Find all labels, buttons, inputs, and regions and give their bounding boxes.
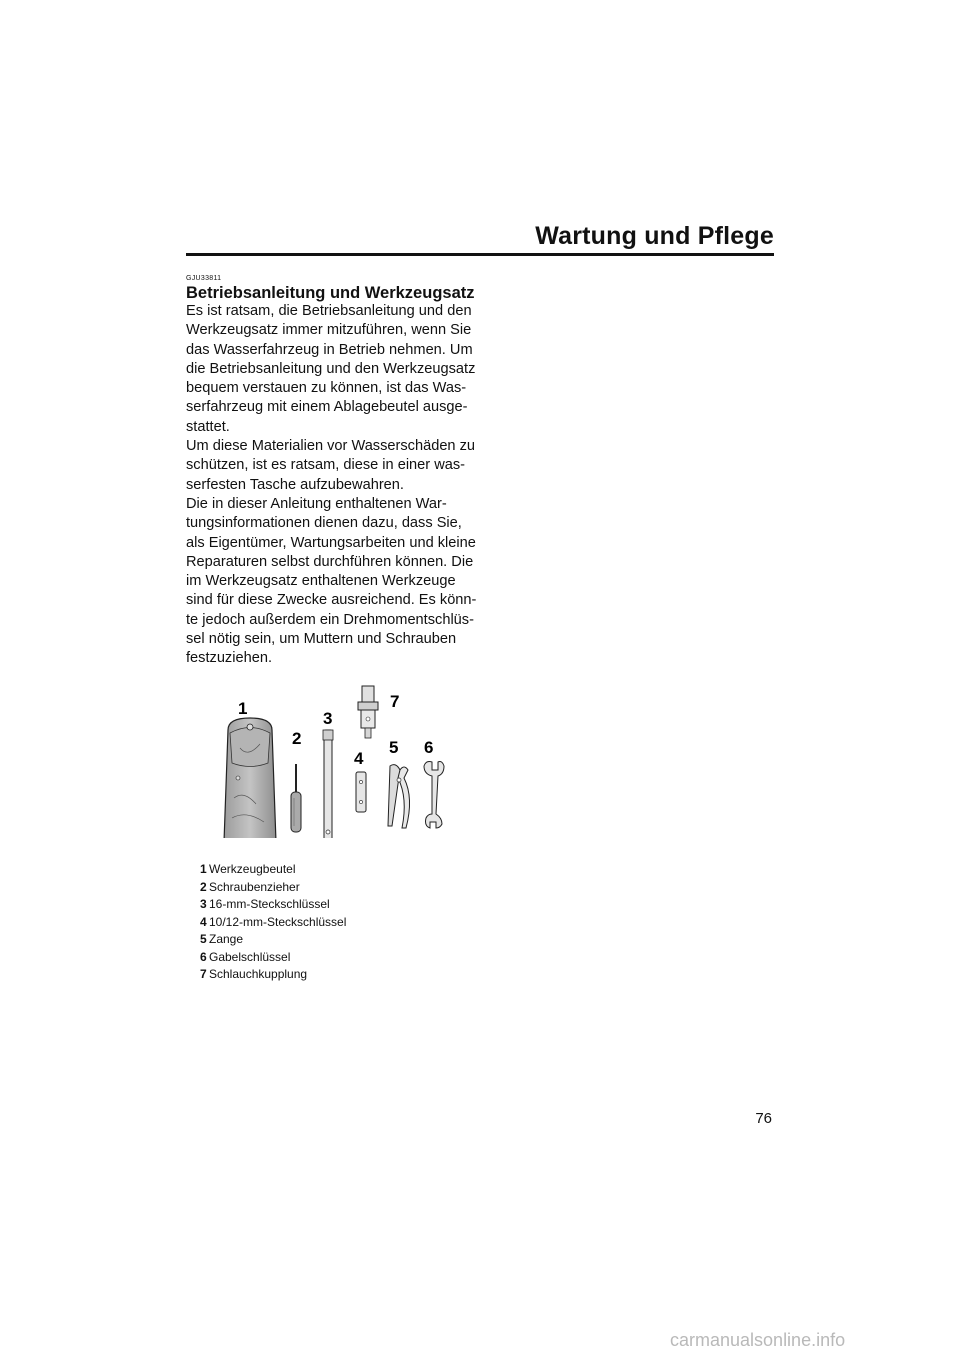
- callout-3: 3: [323, 709, 333, 728]
- legend-number: 2: [200, 879, 207, 894]
- socket-wrench-16mm-icon: [323, 730, 333, 838]
- socket-wrench-10-12mm-icon: [356, 772, 366, 812]
- text-line: bequem verstauen zu können, ist das Was-: [186, 380, 467, 397]
- text-line: Die in dieser Anleitung enthaltenen War-: [186, 495, 447, 512]
- page-header-title: Wartung und Pflege: [535, 222, 774, 250]
- text-line: te jedoch außerdem ein Drehmomentschlüs-: [186, 611, 474, 628]
- text-line: das Wasserfahrzeug in Betrieb nehmen. Um: [186, 341, 473, 358]
- text-line: die Betriebsanleitung und den Werkzeugsatz: [186, 360, 476, 377]
- body-text: [186, 302, 486, 669]
- paragraph-3: [186, 495, 486, 669]
- legend-item: [200, 966, 346, 984]
- text-line: schützen, ist es ratsam, diese in einer was-: [186, 457, 466, 474]
- paragraph-2: [186, 437, 486, 495]
- document-code: GJU33811: [186, 275, 222, 282]
- callout-6: 6: [424, 738, 434, 757]
- text-line: tungsinformationen dienen dazu, dass Sie,: [186, 515, 462, 532]
- legend-item: [200, 879, 346, 897]
- figure-legend: [200, 861, 346, 984]
- legend-label: Zange: [209, 932, 244, 946]
- legend-number: 5: [200, 932, 207, 946]
- watermark-link[interactable]: carmanualsonline.info: [670, 1330, 846, 1350]
- text-line: sind für diese Zwecke ausreichend. Es könn-: [186, 592, 477, 609]
- legend-label: 10/12-mm-Steckschlüssel: [209, 914, 347, 929]
- text-line: serfesten Tasche aufzubewahren.: [186, 476, 404, 493]
- open-end-wrench-icon: [424, 762, 444, 829]
- text-line: im Werkzeugsatz enthaltenen Werkzeuge: [186, 573, 456, 590]
- legend-label: Werkzeugbeutel: [209, 862, 296, 876]
- pliers-icon: [388, 765, 410, 828]
- legend-item: [200, 949, 346, 967]
- callout-2: 2: [292, 729, 302, 748]
- legend-number: 1: [200, 862, 207, 876]
- text-line: Um diese Materialien vor Wasserschäden zu: [186, 438, 476, 455]
- legend-number: 3: [200, 897, 207, 911]
- callout-7: 7: [390, 692, 400, 711]
- tool-pouch-icon: [224, 718, 276, 838]
- hose-coupling-icon: [358, 686, 378, 738]
- screwdriver-icon: [291, 764, 301, 832]
- callout-1: 1: [238, 699, 248, 718]
- header-rule: [186, 253, 774, 256]
- legend-number: 4: [200, 914, 207, 929]
- legend-item: [200, 914, 346, 932]
- callout-5: 5: [389, 738, 399, 757]
- text-line: als Eigentümer, Wartungsarbeiten und kleine: [186, 534, 476, 551]
- text-line: festzuziehen.: [186, 650, 272, 667]
- legend-item: [200, 931, 346, 949]
- text-line: Werkzeugsatz immer mitzuführen, wenn Sie: [186, 322, 472, 339]
- toolkit-illustration: [210, 678, 450, 838]
- callout-4: 4: [354, 749, 364, 768]
- text-line: Es ist ratsam, die Betriebsanleitung und den: [186, 303, 472, 319]
- legend-label: 16-mm-Steckschlüssel: [209, 897, 330, 911]
- legend-label: Schraubenzieher: [209, 879, 300, 894]
- legend-label: Gabelschlüssel: [209, 949, 291, 964]
- legend-label: Schlauchkupplung: [209, 967, 308, 981]
- paragraph-1: [186, 302, 486, 437]
- legend-item: [200, 861, 346, 879]
- text-line: sel nötig sein, um Muttern und Schrauben: [186, 631, 457, 648]
- legend-item: [200, 896, 346, 914]
- page-number: 76: [755, 1110, 772, 1127]
- text-line: Reparaturen selbst durchführen können. Die: [186, 553, 474, 570]
- section-heading: Betriebsanleitung und Werkzeugsatz: [186, 284, 475, 302]
- text-line: serfahrzeug mit einem Ablagebeutel ausge-: [186, 399, 468, 416]
- legend-number: 6: [200, 949, 207, 964]
- legend-number: 7: [200, 967, 207, 981]
- text-line: stattet.: [186, 418, 230, 435]
